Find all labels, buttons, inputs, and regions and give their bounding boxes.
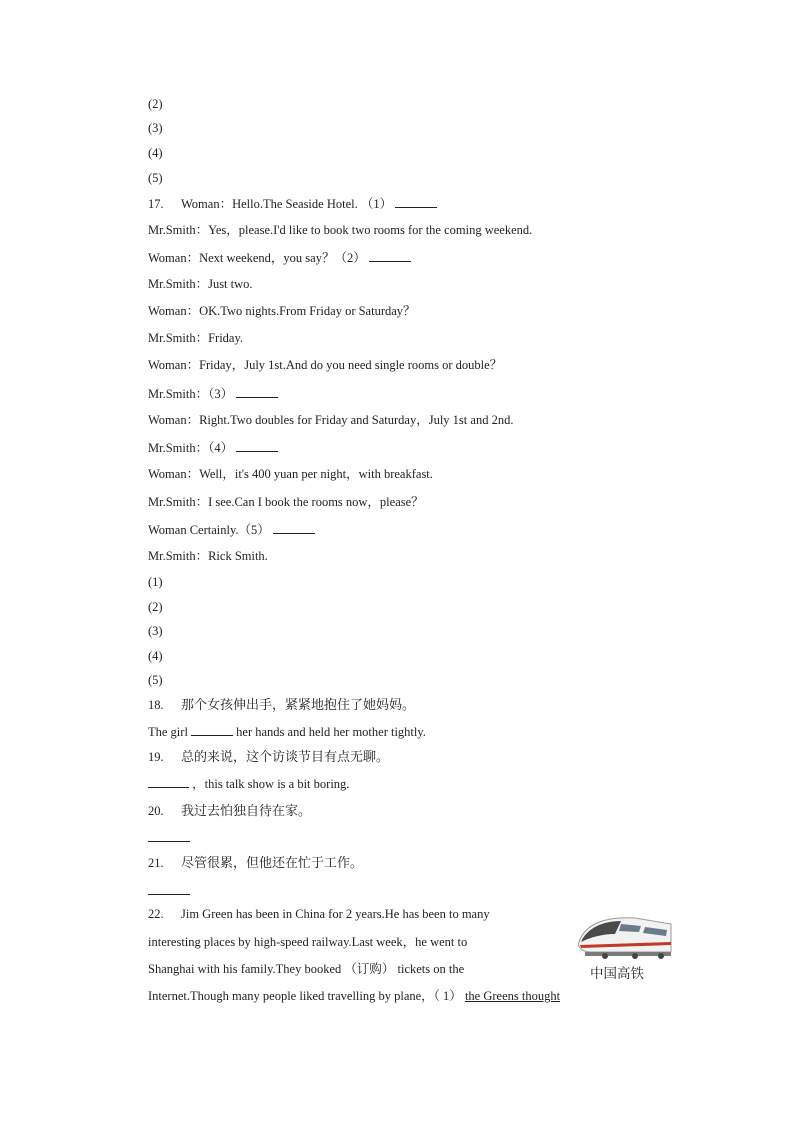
sentence-text: ，this talk show is a bit boring.: [192, 777, 350, 791]
question-number: 22.: [148, 907, 164, 921]
question-number: 21.: [148, 856, 164, 870]
answer-label: (3): [148, 624, 163, 638]
dialogue-text: Woman：Hello.The Seaside Hotel. （1）: [181, 197, 393, 211]
answer-label: (4): [148, 146, 163, 160]
question-20-answer: [148, 829, 190, 846]
dialogue-line: Mr.Smith：Friday.: [148, 331, 244, 345]
answer-label: (4): [148, 649, 163, 663]
high-speed-train-image: [575, 912, 673, 960]
question-21-answer: [148, 882, 190, 899]
passage-text: Jim Green has been in China for 2 years.He has been to many: [181, 907, 490, 921]
dialogue-line: Mr.Smith：Yes，please.I'd like to book two rooms for the coming weekend.: [148, 223, 533, 237]
dialogue-line: Mr.Smith：I see.Can I book the rooms now，please？: [148, 495, 424, 509]
question-19-prompt: [148, 749, 389, 766]
chinese-prompt: 尽管很累，但他还在忙于工作。: [181, 856, 364, 871]
sentence-text: The girl: [148, 725, 188, 739]
dialogue-line: Woman：Well，it's 400 yuan per night，with breakfast.: [148, 467, 433, 481]
answer-blank[interactable]: [273, 521, 315, 534]
answer-label: (1): [148, 575, 163, 589]
answer-blank[interactable]: [236, 385, 278, 398]
question-17-line: [148, 195, 437, 212]
answer-blank[interactable]: [395, 195, 437, 208]
answer-blank[interactable]: [191, 723, 233, 736]
dialogue-line: [148, 439, 278, 456]
answer-blank[interactable]: [148, 775, 189, 788]
question-20-prompt: [148, 803, 311, 820]
passage-line: [148, 988, 560, 1004]
question-number: 17.: [148, 197, 164, 211]
dialogue-line: [148, 521, 315, 538]
question-19-sentence: [148, 775, 349, 792]
chinese-prompt: 我过去怕独自待在家。: [181, 804, 312, 819]
answer-blank[interactable]: [369, 249, 411, 262]
chinese-prompt: 那个女孩伸出手，紧紧地抱住了她妈妈。: [181, 698, 416, 713]
sentence-text: her hands and held her mother tightly.: [236, 725, 426, 739]
question-22-line: [148, 906, 490, 922]
dialogue-text: Woman：Next weekend，you say？（2）: [148, 251, 366, 265]
answer-label: (5): [148, 673, 163, 687]
dialogue-line: Woman：Friday，July 1st.And do you need single rooms or double？: [148, 358, 503, 372]
dialogue-line: Mr.Smith：Just two.: [148, 277, 253, 291]
dialogue-text: Mr.Smith：（4）: [148, 441, 234, 455]
dialogue-line: [148, 249, 411, 266]
question-number: 19.: [148, 750, 164, 764]
answer-label: (2): [148, 600, 163, 614]
question-18-prompt: [148, 697, 415, 714]
answer-blank[interactable]: [148, 882, 190, 895]
dialogue-line: Woman：Right.Two doubles for Friday and Saturday，July 1st and 2nd.: [148, 413, 514, 427]
question-21-prompt: [148, 855, 363, 872]
passage-line: [148, 961, 464, 977]
answer-blank[interactable]: [148, 829, 190, 842]
dialogue-line: Mr.Smith：Rick Smith.: [148, 549, 268, 563]
answer-blank[interactable]: [236, 439, 278, 452]
chinese-prompt: 总的来说，这个访谈节目有点无聊。: [181, 750, 390, 765]
train-icon: [575, 912, 673, 960]
dialogue-line: [148, 385, 278, 402]
passage-text: Internet.Though many people liked travelling by plane，（ 1）: [148, 989, 462, 1003]
underlined-answer: the Greens thought: [464, 989, 561, 1003]
question-number: 20.: [148, 804, 164, 818]
passage-line: interesting places by high-speed railway.Last week，he went to: [148, 935, 468, 949]
answer-label: (2): [148, 97, 163, 111]
dialogue-line: Woman：OK.Two nights.From Friday or Saturday？: [148, 304, 416, 318]
dialogue-text: Mr.Smith：（3）: [148, 387, 234, 401]
image-caption: 中国高铁: [590, 966, 644, 982]
answer-label: (3): [148, 121, 163, 135]
dialogue-text: Woman Certainly.（5）: [148, 523, 270, 537]
passage-text: Shanghai with his family.They booked （订购） tickets on the: [148, 962, 465, 976]
question-18-sentence: [148, 723, 426, 740]
answer-label: (5): [148, 171, 163, 185]
question-number: 18.: [148, 698, 164, 712]
